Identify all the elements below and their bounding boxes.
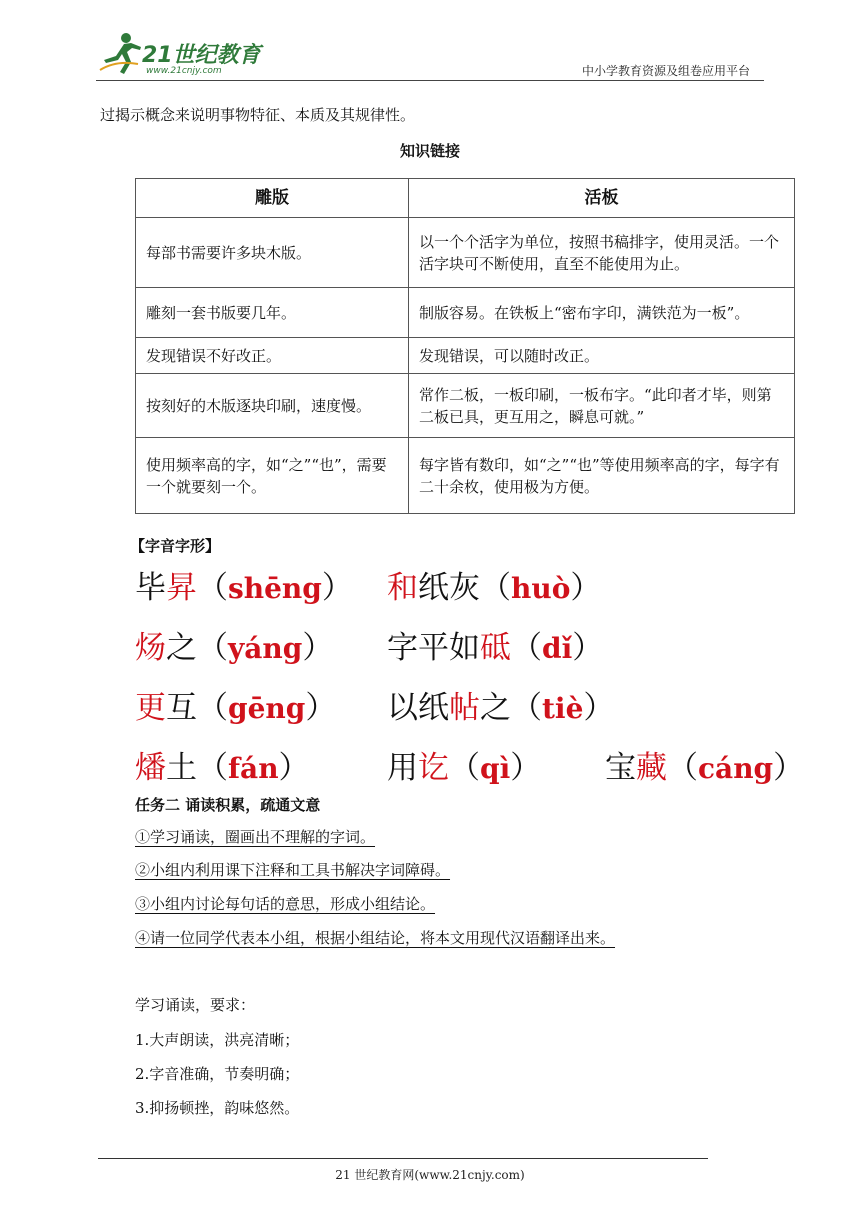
- table-cell: 发现错误不好改正。: [136, 338, 409, 374]
- pronunciation-item: 用讫（qì）: [387, 742, 541, 787]
- word-highlight: 帖: [449, 690, 480, 726]
- word-highlight: 更: [135, 690, 166, 726]
- pronunciation-item: 炀之（yáng）: [135, 622, 333, 667]
- word-plain: 土: [166, 750, 197, 786]
- word-plain: 以纸: [387, 690, 449, 726]
- table-cell: 按刻好的木版逐块印刷，速度慢。: [136, 374, 409, 438]
- table-header-row: [136, 179, 795, 218]
- word-plain: 用: [387, 750, 418, 786]
- table-cell: 常作二板，一板印刷，一板布字。“此印者才毕，则第二板已具，更互用之，瞬息可就。”: [409, 374, 795, 438]
- intro-line: 过揭示概念来说明事物特征、本质及其规律性。: [100, 106, 416, 124]
- pronunciation-item: 和纸灰（huò）: [387, 562, 601, 607]
- pronunciation-item: 字平如砥（dǐ）: [387, 622, 603, 667]
- column-header: 活板: [409, 179, 795, 218]
- table-cell: 发现错误，可以随时改正。: [409, 338, 795, 374]
- word-highlight: 燔: [135, 750, 166, 786]
- word-plain: 纸灰: [418, 570, 480, 606]
- knowledge-title: 知识链接: [399, 142, 460, 160]
- word-plain: 之: [480, 690, 511, 726]
- pronunciation-item: 宝藏（cáng）: [605, 742, 804, 787]
- step-item: ④请一位同学代表本小组，根据小组结论，将本文用现代汉语翻译出来。: [135, 929, 616, 947]
- table-cell: 每部书需要许多块木版。: [136, 218, 409, 288]
- pinyin: yáng: [228, 632, 303, 665]
- runner-icon: [96, 30, 144, 76]
- logo-url: www.21cnjy.com: [146, 66, 222, 76]
- pinyin: huò: [511, 572, 571, 605]
- requirement-item: 2.字音准确，节奏明确；: [135, 1065, 300, 1083]
- table-cell: 每字皆有数印，如“之”“也”等使用频率高的字，每字有二十余枚，使用极为方便。: [409, 438, 795, 514]
- requirement-item: 1.大声朗读，洪亮清晰；: [135, 1031, 300, 1049]
- site-logo: [96, 30, 266, 80]
- table-row: [136, 288, 795, 338]
- pinyin: fán: [228, 752, 279, 785]
- word-highlight: 砥: [480, 630, 511, 666]
- pronunciation-section-title: 【字音字形】: [130, 537, 221, 555]
- table-cell: 以一个个活字为单位，按照书稿排字，使用灵活。一个活字块可不断使用，直至不能使用为止。: [409, 218, 795, 288]
- page-footer: 21 世纪教育网(www.21cnjy.com): [335, 1168, 525, 1182]
- column-header: 雕版: [136, 179, 409, 218]
- word-highlight: 和: [387, 570, 418, 606]
- requirements-title: 学习诵读，要求：: [135, 996, 256, 1014]
- step-item: ③小组内讨论每句话的意思，形成小组结论。: [135, 895, 436, 913]
- table-cell: 雕刻一套书版要几年。: [136, 288, 409, 338]
- comparison-table: [135, 178, 795, 514]
- pinyin: cáng: [698, 752, 774, 785]
- table-row: [136, 218, 795, 288]
- pronunciation-item: 燔土（fán）: [135, 742, 310, 787]
- header-divider: [96, 80, 764, 81]
- logo-text: 21世纪教育: [142, 43, 261, 68]
- platform-name: 中小学教育资源及组卷应用平台: [581, 64, 750, 78]
- pinyin: qì: [480, 752, 511, 785]
- table-cell: 使用频率高的字，如“之”“也”，需要一个就要刻一个。: [136, 438, 409, 514]
- pinyin: dǐ: [542, 632, 573, 665]
- word-highlight: 炀: [135, 630, 166, 666]
- pinyin: gēng: [228, 692, 306, 725]
- step-item: ①学习诵读，圈画出不理解的字词。: [135, 828, 376, 846]
- word-plain: 宝: [605, 750, 636, 786]
- pronunciation-item: 更互（gēng）: [135, 682, 336, 727]
- word-plain: 字平如: [387, 630, 480, 666]
- pronunciation-item: 以纸帖之（tiè）: [387, 682, 614, 727]
- pinyin: tiè: [542, 692, 584, 725]
- table-row: [136, 374, 795, 438]
- pinyin: shēng: [228, 572, 322, 605]
- word-plain: 毕: [135, 570, 166, 606]
- step-item: ②小组内利用课下注释和工具书解决字词障碍。: [135, 861, 451, 879]
- task-title: 任务二 诵读积累，疏通文意: [135, 796, 321, 814]
- word-highlight: 藏: [636, 750, 667, 786]
- page-header: [96, 30, 764, 82]
- table-row: [136, 338, 795, 374]
- word-highlight: 昇: [166, 570, 197, 606]
- pronunciation-item: 毕昇（shēng）: [135, 562, 353, 607]
- word-highlight: 讫: [418, 750, 449, 786]
- word-plain: 互: [166, 690, 197, 726]
- requirement-item: 3.抑扬顿挫，韵味悠然。: [135, 1099, 300, 1117]
- table-row: [136, 438, 795, 514]
- word-plain: 之: [166, 630, 197, 666]
- table-cell: 制版容易。在铁板上“密布字印，满铁范为一板”。: [409, 288, 795, 338]
- footer-divider: [98, 1158, 708, 1159]
